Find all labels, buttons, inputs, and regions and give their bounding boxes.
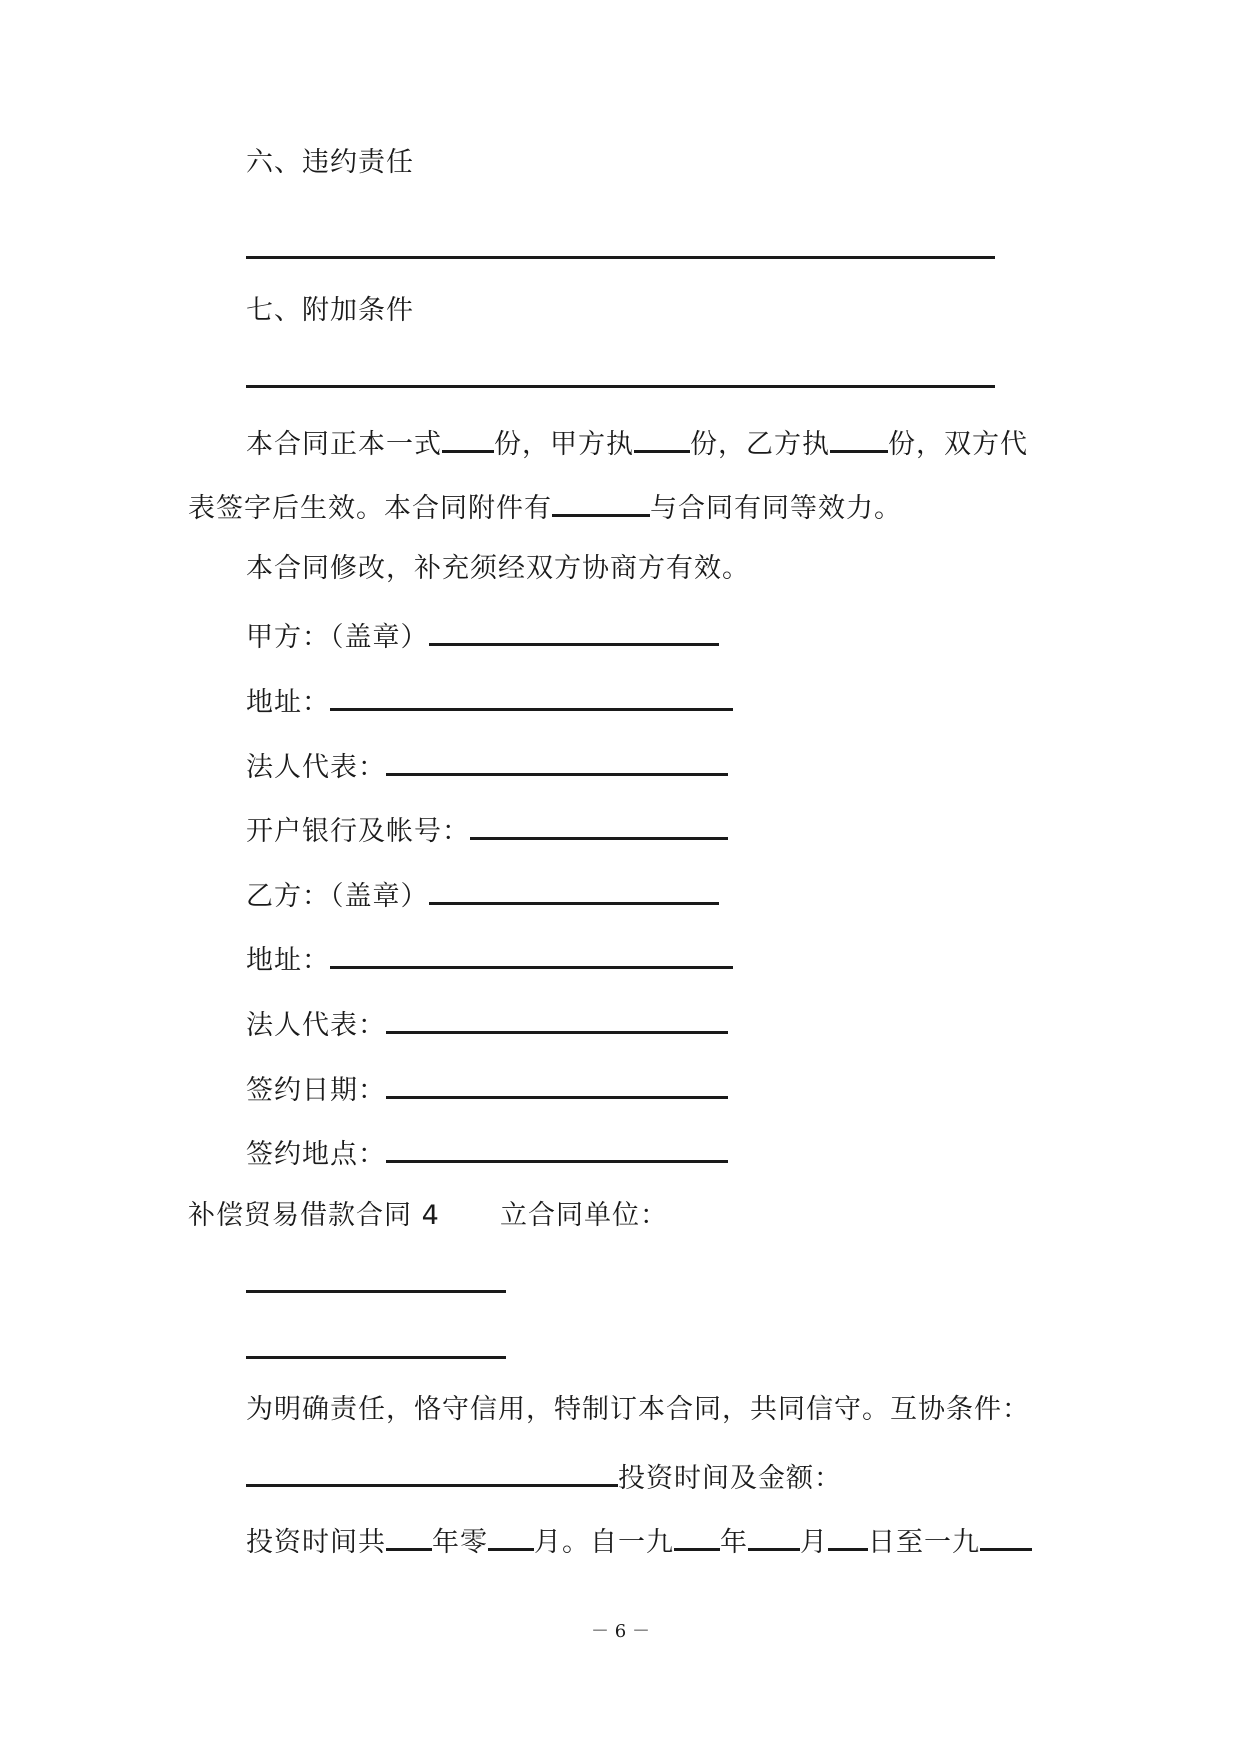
party-a-rep-blank[interactable]	[386, 747, 728, 776]
party-a-bank-row	[246, 811, 728, 849]
party-a-bank-blank[interactable]	[470, 811, 728, 840]
copies-text-3: 份，乙方执	[690, 429, 830, 460]
party-b-address-row	[246, 940, 733, 978]
party-b-rep-label: 法人代表：	[246, 1010, 386, 1041]
copies-text-4: 份，双方代	[888, 429, 1028, 460]
party-a-seal-blank[interactable]	[429, 617, 719, 646]
signing-place-blank[interactable]	[386, 1134, 728, 1163]
party-b-seal-blank[interactable]	[429, 876, 719, 905]
contract-units-label: 立合同单位：	[500, 1200, 668, 1231]
section-6-heading: 六、违约责任	[246, 147, 414, 178]
amendment-text: 本合同修改，补充须经双方协商方有效。	[246, 553, 750, 584]
party-a-copies-blank[interactable]	[634, 424, 690, 453]
signing-place-row	[246, 1134, 728, 1172]
party-a-seal-row	[246, 617, 719, 655]
party-a-address-row	[246, 682, 733, 720]
investment-row	[246, 1458, 842, 1496]
contract-unit-blank-2[interactable]	[246, 1356, 506, 1359]
section-7-blank-line[interactable]	[246, 385, 995, 388]
party-b-seal-label: 乙方：（盖章）	[246, 881, 429, 912]
copies-paragraph-line1	[246, 424, 1028, 462]
period-text-c: 月。自一九	[534, 1527, 674, 1558]
period-text-f: 日至一九	[868, 1527, 980, 1558]
investment-period-row	[246, 1522, 1032, 1560]
start-month-blank[interactable]	[748, 1522, 800, 1551]
party-b-rep-blank[interactable]	[386, 1005, 728, 1034]
start-day-blank[interactable]	[828, 1522, 868, 1551]
section-7-heading: 七、附加条件	[246, 295, 414, 326]
copies-text-6: 与合同有同等效力。	[650, 493, 902, 524]
copies-total-blank[interactable]	[442, 424, 494, 453]
party-a-bank-label: 开户银行及帐号：	[246, 816, 470, 847]
end-year-blank[interactable]	[980, 1522, 1032, 1551]
party-a-rep-row	[246, 747, 728, 785]
years-blank[interactable]	[386, 1522, 432, 1551]
party-a-rep-label: 法人代表：	[246, 752, 386, 783]
copies-text-1: 本合同正本一式	[246, 429, 442, 460]
start-year-blank[interactable]	[674, 1522, 720, 1551]
contract-4-title: 补偿贸易借款合同 4	[188, 1200, 440, 1231]
copies-text-5: 表签字后生效。本合同附件有	[188, 493, 552, 524]
period-text-e: 月	[800, 1527, 828, 1558]
signing-place-label: 签约地点：	[246, 1139, 386, 1170]
party-b-address-label: 地址：	[246, 945, 330, 976]
period-text-a: 投资时间共	[246, 1527, 386, 1558]
investment-label: 投资时间及金额：	[618, 1463, 842, 1494]
period-text-d: 年	[720, 1527, 748, 1558]
party-b-copies-blank[interactable]	[830, 424, 888, 453]
signing-date-label: 签约日期：	[246, 1075, 386, 1106]
contract-intro-text: 为明确责任，恪守信用，特制订本合同，共同信守。互协条件：	[246, 1394, 1030, 1425]
party-a-address-blank[interactable]	[330, 682, 733, 711]
page-number: － 6 －	[591, 1621, 650, 1642]
party-a-address-label: 地址：	[246, 687, 330, 718]
party-a-seal-label: 甲方：（盖章）	[246, 622, 429, 653]
copies-text-2: 份，甲方执	[494, 429, 634, 460]
contract-unit-blank-1[interactable]	[246, 1290, 506, 1293]
attachment-blank[interactable]	[552, 488, 650, 517]
party-b-seal-row	[246, 876, 719, 914]
signing-date-blank[interactable]	[386, 1070, 728, 1099]
party-b-address-blank[interactable]	[330, 940, 733, 969]
section-6-blank-line[interactable]	[246, 256, 995, 259]
months-blank[interactable]	[488, 1522, 534, 1551]
signing-date-row	[246, 1070, 728, 1108]
copies-paragraph-line2	[188, 488, 902, 526]
period-text-b: 年零	[432, 1527, 488, 1558]
party-b-rep-row	[246, 1005, 728, 1043]
terms-blank[interactable]	[246, 1458, 618, 1487]
